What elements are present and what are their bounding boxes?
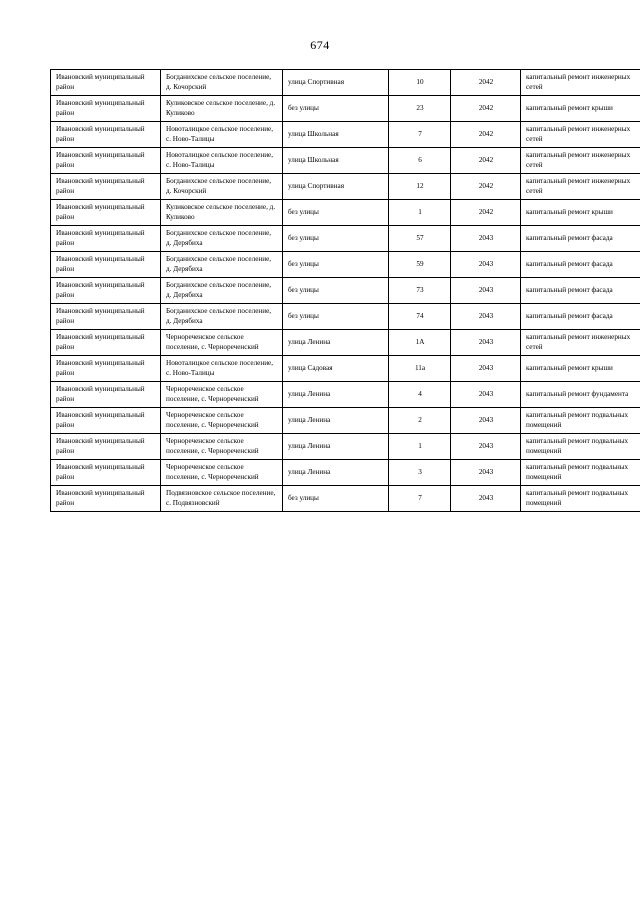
cell-work-type: капитальный ремонт фасада <box>521 278 640 304</box>
cell-work-type: капитальный ремонт подвальных помещений <box>521 408 640 434</box>
cell-year: 2042 <box>451 174 521 200</box>
table-row <box>51 148 640 174</box>
cell-house-number: 1А <box>389 330 451 356</box>
table-row <box>51 460 640 486</box>
cell-house-number: 73 <box>389 278 451 304</box>
cell-house-number: 7 <box>389 486 451 512</box>
cell-year: 2043 <box>451 278 521 304</box>
cell-house-number: 3 <box>389 460 451 486</box>
table-row <box>51 174 640 200</box>
cell-work-type: капитальный ремонт фасада <box>521 226 640 252</box>
cell-year: 2042 <box>451 122 521 148</box>
cell-settlement: Богданихское сельское поселение, д. Дерябиха <box>161 226 283 252</box>
cell-settlement: Новоталицкое сельское поселение, с. Ново-Талицы <box>161 356 283 382</box>
cell-settlement: Богданихское сельское поселение, д. Кочорский <box>161 174 283 200</box>
table-row <box>51 434 640 460</box>
cell-settlement: Чернореченское сельское поселение, с. Чернореченский <box>161 408 283 434</box>
cell-year: 2043 <box>451 434 521 460</box>
cell-region: Ивановский муниципальный район <box>51 96 161 122</box>
cell-street: без улицы <box>283 486 389 512</box>
cell-region: Ивановский муниципальный район <box>51 434 161 460</box>
cell-work-type: капитальный ремонт инженерных сетей <box>521 122 640 148</box>
cell-street: без улицы <box>283 200 389 226</box>
cell-work-type: капитальный ремонт подвальных помещений <box>521 486 640 512</box>
cell-region: Ивановский муниципальный район <box>51 460 161 486</box>
cell-street: улица Спортивная <box>283 174 389 200</box>
table-row <box>51 304 640 330</box>
cell-house-number: 59 <box>389 252 451 278</box>
cell-house-number: 23 <box>389 96 451 122</box>
cell-year: 2042 <box>451 200 521 226</box>
table-row <box>51 356 640 382</box>
cell-street: улица Школьная <box>283 148 389 174</box>
table-row <box>51 330 640 356</box>
cell-work-type: капитальный ремонт подвальных помещений <box>521 434 640 460</box>
cell-region: Ивановский муниципальный район <box>51 70 161 96</box>
table-row <box>51 200 640 226</box>
cell-year: 2043 <box>451 408 521 434</box>
cell-settlement: Богданихское сельское поселение, д. Дерябиха <box>161 278 283 304</box>
cell-street: без улицы <box>283 96 389 122</box>
cell-street: улица Садовая <box>283 356 389 382</box>
cell-settlement: Чернореченское сельское поселение, с. Чернореченский <box>161 382 283 408</box>
cell-work-type: капитальный ремонт фундамента <box>521 382 640 408</box>
cell-year: 2043 <box>451 252 521 278</box>
cell-street: без улицы <box>283 304 389 330</box>
cell-house-number: 4 <box>389 382 451 408</box>
cell-work-type: капитальный ремонт крыши <box>521 96 640 122</box>
table-row <box>51 70 640 96</box>
table-body <box>51 70 640 512</box>
cell-house-number: 74 <box>389 304 451 330</box>
cell-house-number: 1 <box>389 200 451 226</box>
cell-street: без улицы <box>283 278 389 304</box>
cell-year: 2043 <box>451 356 521 382</box>
cell-street: улица Ленина <box>283 382 389 408</box>
cell-year: 2042 <box>451 148 521 174</box>
cell-work-type: капитальный ремонт инженерных сетей <box>521 148 640 174</box>
cell-settlement: Новоталицкое сельское поселение, с. Ново-Талицы <box>161 148 283 174</box>
cell-house-number: 1 <box>389 434 451 460</box>
cell-year: 2043 <box>451 304 521 330</box>
cell-settlement: Богданихское сельское поселение, д. Дерябиха <box>161 304 283 330</box>
cell-region: Ивановский муниципальный район <box>51 330 161 356</box>
cell-settlement: Богданихское сельское поселение, д. Кочорский <box>161 70 283 96</box>
cell-work-type: капитальный ремонт подвальных помещений <box>521 460 640 486</box>
cell-street: без улицы <box>283 226 389 252</box>
cell-region: Ивановский муниципальный район <box>51 486 161 512</box>
cell-street: улица Ленина <box>283 330 389 356</box>
cell-street: улица Ленина <box>283 434 389 460</box>
cell-region: Ивановский муниципальный район <box>51 122 161 148</box>
table-row <box>51 226 640 252</box>
cell-street: без улицы <box>283 252 389 278</box>
cell-house-number: 12 <box>389 174 451 200</box>
cell-settlement: Чернореченское сельское поселение, с. Чернореченский <box>161 460 283 486</box>
cell-house-number: 6 <box>389 148 451 174</box>
cell-work-type: капитальный ремонт крыши <box>521 356 640 382</box>
cell-house-number: 7 <box>389 122 451 148</box>
cell-house-number: 11а <box>389 356 451 382</box>
cell-street: улица Ленина <box>283 408 389 434</box>
cell-region: Ивановский муниципальный район <box>51 304 161 330</box>
cell-year: 2042 <box>451 70 521 96</box>
capital-repair-table <box>50 69 640 512</box>
cell-year: 2043 <box>451 382 521 408</box>
cell-house-number: 2 <box>389 408 451 434</box>
cell-work-type: капитальный ремонт инженерных сетей <box>521 330 640 356</box>
table-row <box>51 122 640 148</box>
table-container <box>0 69 640 512</box>
cell-house-number: 57 <box>389 226 451 252</box>
cell-region: Ивановский муниципальный район <box>51 356 161 382</box>
cell-work-type: капитальный ремонт фасада <box>521 304 640 330</box>
cell-settlement: Куликовское сельское поселение, д. Куликово <box>161 96 283 122</box>
cell-street: улица Школьная <box>283 122 389 148</box>
cell-region: Ивановский муниципальный район <box>51 226 161 252</box>
cell-year: 2043 <box>451 460 521 486</box>
cell-region: Ивановский муниципальный район <box>51 174 161 200</box>
cell-street: улица Ленина <box>283 460 389 486</box>
cell-region: Ивановский муниципальный район <box>51 278 161 304</box>
cell-work-type: капитальный ремонт фасада <box>521 252 640 278</box>
cell-region: Ивановский муниципальный район <box>51 382 161 408</box>
cell-year: 2043 <box>451 330 521 356</box>
cell-settlement: Куликовское сельское поселение, д. Куликово <box>161 200 283 226</box>
cell-work-type: капитальный ремонт крыши <box>521 200 640 226</box>
table-row <box>51 252 640 278</box>
cell-settlement: Новоталицкое сельское поселение, с. Ново-Талицы <box>161 122 283 148</box>
cell-settlement: Чернореченское сельское поселение, с. Чернореченский <box>161 330 283 356</box>
cell-region: Ивановский муниципальный район <box>51 252 161 278</box>
cell-house-number: 10 <box>389 70 451 96</box>
cell-settlement: Подвязновское сельское поселение, с. Подвязновский <box>161 486 283 512</box>
table-row <box>51 382 640 408</box>
cell-settlement: Богданихское сельское поселение, д. Дерябиха <box>161 252 283 278</box>
cell-region: Ивановский муниципальный район <box>51 200 161 226</box>
cell-region: Ивановский муниципальный район <box>51 408 161 434</box>
cell-street: улица Спортивная <box>283 70 389 96</box>
table-row <box>51 96 640 122</box>
cell-year: 2042 <box>451 96 521 122</box>
table-row <box>51 486 640 512</box>
table-row <box>51 408 640 434</box>
cell-work-type: капитальный ремонт инженерных сетей <box>521 174 640 200</box>
cell-year: 2043 <box>451 486 521 512</box>
cell-work-type: капитальный ремонт инженерных сетей <box>521 70 640 96</box>
table-row <box>51 278 640 304</box>
cell-settlement: Чернореченское сельское поселение, с. Чернореченский <box>161 434 283 460</box>
cell-region: Ивановский муниципальный район <box>51 148 161 174</box>
page-number: 674 <box>310 38 330 52</box>
cell-year: 2043 <box>451 226 521 252</box>
